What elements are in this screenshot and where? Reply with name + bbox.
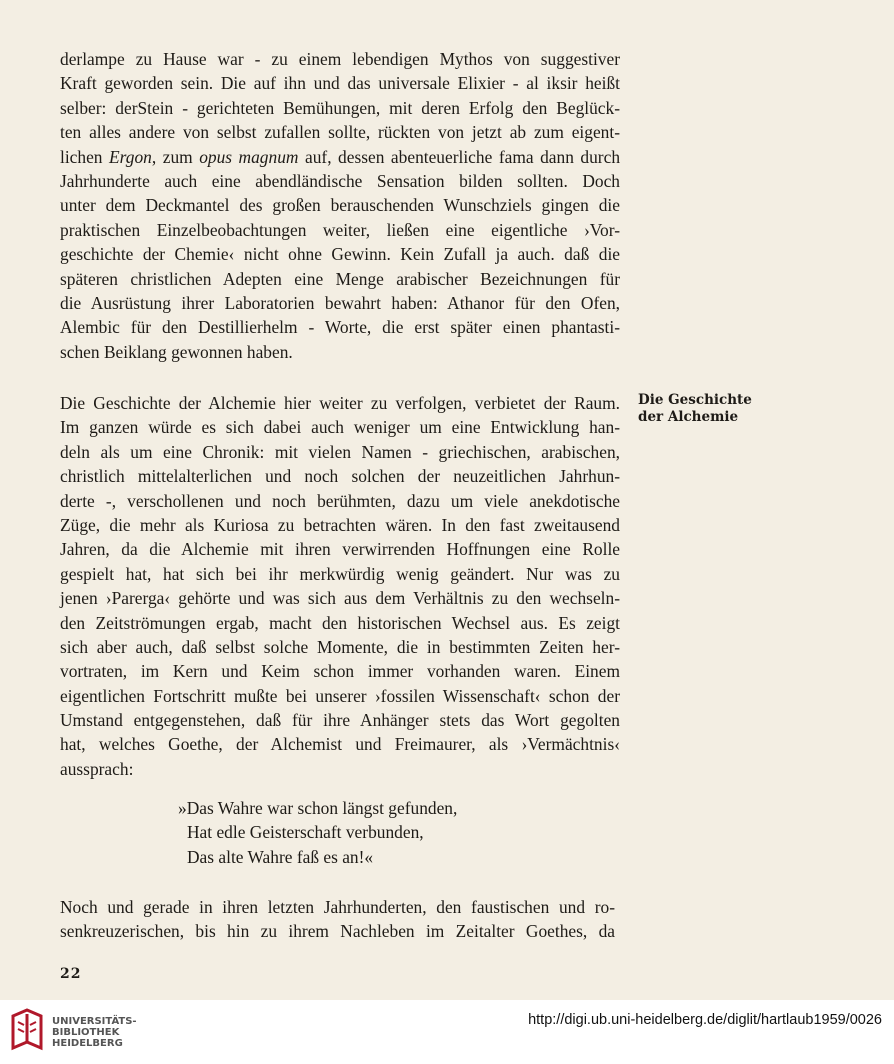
text-line: deln als um eine Chronik: mit vielen Namen - griechischen, arabischen,	[60, 441, 620, 462]
text-line: eigentlichen Fortschritt mußte bei unserer ›fossilen Wissenschaft‹ schon der	[60, 685, 620, 706]
text-line: derte -, verschollenen und noch berühmten, dazu um viele anekdotische	[60, 490, 620, 511]
library-name-line: UNIVERSITÄTS-	[52, 1016, 137, 1027]
text-line: Im ganzen würde es sich dabei auch weniger um eine Entwicklung han-	[60, 417, 620, 438]
italic-term: opus magnum	[199, 146, 299, 167]
margin-note-line: der Alchemie	[638, 409, 739, 425]
text-line: gespielt hat, hat sich bei ihr merkwürdig wenig geändert. Nur was zu	[60, 563, 620, 584]
text-line: christlich mittelalterlichen und noch solchen der neuzeitlichen Jahrhun-	[60, 466, 620, 487]
text-line: Alembic für den Destillierhelm - Worte, die erst später einen phantasti-	[60, 317, 620, 338]
digital-copy-url[interactable]: http://digi.ub.uni-heidelberg.de/diglit/hartlaub1959/0026	[528, 1012, 882, 1028]
text-line: Die Geschichte der Alchemie hier weiter zu verfolgen, verbietet der Raum.	[60, 393, 620, 413]
text-line: Züge, die mehr als Kuriosa zu betrachten wären. In den fast zweitausend	[60, 514, 620, 535]
text-line: Umstand entgegenstehen, daß für ihre Anhänger stets das Wort gegolten	[60, 710, 620, 731]
library-name-line: BIBLIOTHEK	[52, 1027, 120, 1038]
text-line: senkreuzerischen, bis hin zu ihrem Nachleben im Zeitalter Goethes, da	[60, 921, 615, 942]
verse-quote	[178, 796, 457, 869]
italic-term: Ergon	[109, 146, 152, 167]
text-line: späteren christlichen Adepten eine Menge arabischer Bezeichnungen für	[60, 268, 620, 289]
paragraph-2	[60, 391, 620, 781]
text-line: aussprach:	[60, 758, 134, 779]
margin-note	[638, 392, 778, 426]
text-line: Jahrhunderte auch eine abendländische Sensation bilden sollten. Doch	[60, 170, 620, 191]
verse-line: Das alte Wahre faß es an!«	[187, 846, 374, 867]
text-line: schen Beiklang gewonnen haben.	[60, 341, 293, 362]
paragraph-1	[60, 47, 620, 364]
text-line: Jahren, da die Alchemie mit ihren verwirrenden Hoffnungen eine Rolle	[60, 539, 620, 560]
library-name-line: HEIDELBERG	[52, 1038, 123, 1049]
text-line: die Ausrüstung ihrer Laboratorien bewahrt haben: Athanor für den Ofen,	[60, 292, 620, 313]
verse-line: Hat edle Geisterschaft verbunden,	[187, 822, 424, 843]
library-logo-icon	[10, 1008, 44, 1052]
margin-note-line: Die Geschichte	[638, 392, 752, 408]
text-line: lichen Ergon, zum opus magnum auf, dessen abenteuerliche fama dann durch	[60, 146, 621, 167]
text-line: praktischen Einzelbeobachtungen weiter, ließen eine eigentliche ›Vor-	[60, 219, 620, 240]
text-line: derlampe zu Hause war - zu einem lebendigen Mythos von suggestiver	[60, 49, 620, 69]
text-line: unter dem Deckmantel des großen berauschenden Wunschziels gingen die	[60, 195, 620, 216]
text-line: ten alles andere von selbst zufallen sollte, rückten von jetzt ab zum eigent-	[60, 122, 620, 143]
page-number: 22	[60, 966, 82, 982]
text-line: selber: derStein - gerichteten Bemühungen, mit deren Erfolg den Beglück-	[60, 97, 620, 118]
text-line: geschichte der Chemie‹ nicht ohne Gewinn. Kein Zufall ja auch. daß die	[60, 244, 620, 265]
text-line: jenen ›Parerga‹ gehörte und was sich aus dem Verhältnis zu den wechseln-	[60, 588, 620, 609]
text-line: vortraten, im Kern und Keim schon immer vorhanden waren. Einem	[60, 661, 620, 682]
text-line: Noch und gerade in ihren letzten Jahrhunderten, den faustischen und ro-	[60, 897, 615, 917]
text-line: Kraft geworden sein. Die auf ihn und das universale Elixier - al iksir heißt	[60, 73, 620, 94]
text-line: sich aber auch, daß selbst solche Momente, die in bestimmten Zeiten her-	[60, 636, 620, 657]
text-line: hat, welches Goethe, der Alchemist und Freimaurer, als ›Vermächtnis‹	[60, 734, 620, 755]
text-line: den Zeitströmungen ergab, macht den historischen Wechsel aus. Es zeigt	[60, 612, 620, 633]
verse-line: »Das Wahre war schon längst gefunden,	[178, 798, 458, 818]
paragraph-3	[60, 895, 615, 944]
library-name	[52, 1016, 137, 1049]
